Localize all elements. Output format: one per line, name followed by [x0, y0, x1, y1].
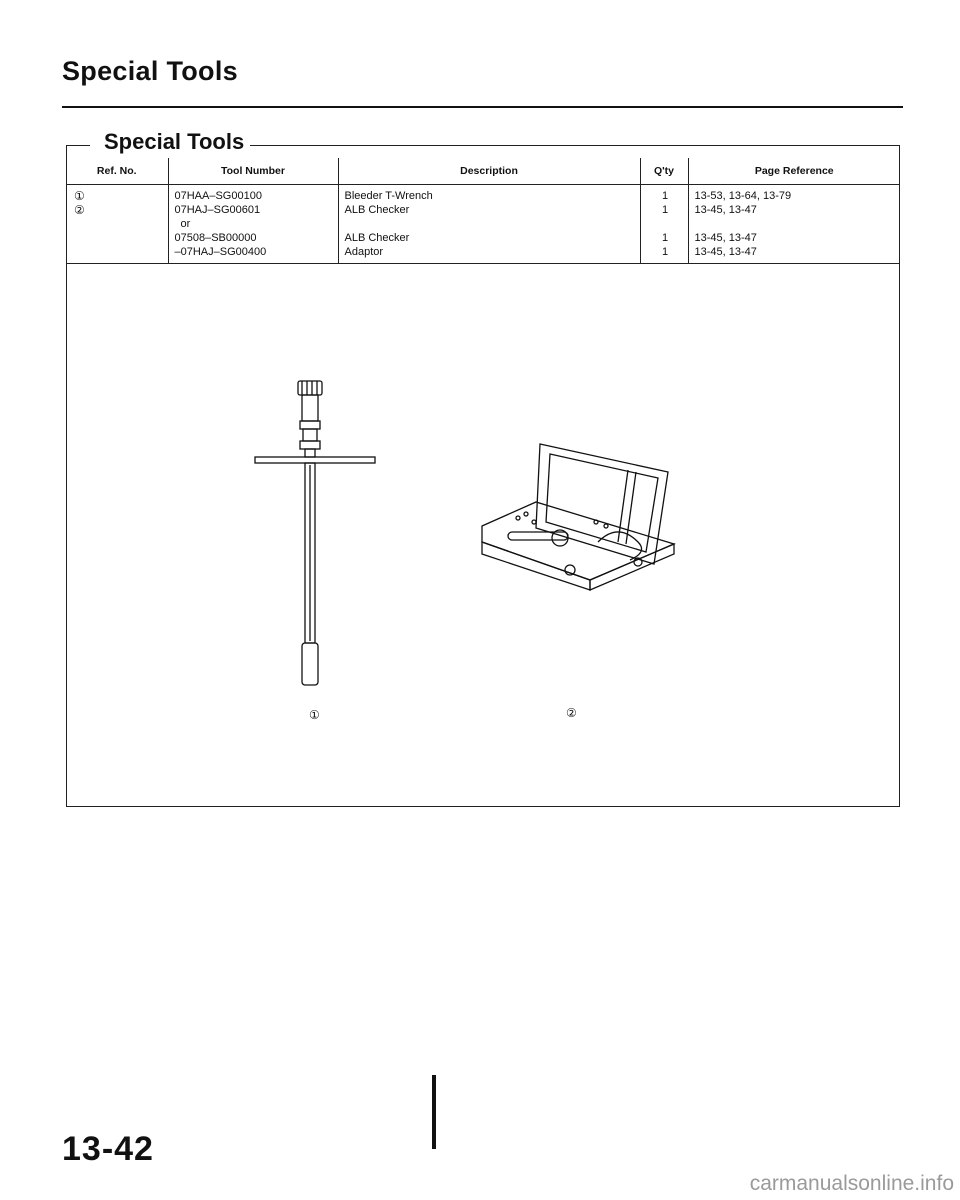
alb-checker-illustration — [478, 432, 684, 592]
tool-number-2: 07HAJ–SG00601 — [174, 204, 261, 216]
page-reference-2: 13-45, 13-47 — [694, 204, 757, 216]
qty-cell — [640, 185, 688, 264]
header-description: Description — [338, 158, 640, 185]
qty-3: 1 — [661, 232, 669, 244]
special-tools-table — [66, 158, 900, 264]
header-tool-number: Tool Number — [168, 158, 338, 185]
table-header-row — [66, 158, 900, 185]
page-reference-spacer — [695, 217, 897, 231]
qty-1: 1 — [661, 190, 669, 202]
page-title: Special Tools — [62, 56, 238, 86]
tool-number-or: or — [180, 218, 191, 230]
table-row — [66, 185, 900, 264]
description-4: Adaptor — [344, 246, 384, 258]
ref-no-1: ① — [74, 189, 85, 203]
tool-number-4: –07HAJ–SG00400 — [174, 246, 267, 258]
description-3: ALB Checker — [344, 232, 410, 244]
frame-top-rule-left — [66, 145, 90, 146]
ref-no-2: ② — [74, 203, 85, 217]
title-rule — [62, 106, 903, 108]
tool-number-1: 07HAA–SG00100 — [174, 190, 262, 202]
header-page-reference: Page Reference — [688, 158, 900, 185]
page-reference-1: 13-53, 13-64, 13-79 — [694, 190, 792, 202]
page-reference-cell — [688, 185, 900, 264]
callout-1: ① — [309, 708, 320, 722]
section-title: Special Tools — [98, 129, 250, 155]
tool-number-3: 07508–SB00000 — [174, 232, 257, 244]
header-qty: Q'ty — [640, 158, 688, 185]
frame-top-rule-right — [249, 145, 900, 146]
qty-spacer — [647, 217, 684, 231]
tool-number-cell — [168, 185, 338, 264]
description-spacer — [345, 217, 636, 231]
page-reference-4: 13-45, 13-47 — [694, 246, 757, 258]
header-ref-no: Ref. No. — [66, 158, 168, 185]
qty-2: 1 — [661, 204, 669, 216]
description-2: ALB Checker — [344, 204, 410, 216]
callout-2: ② — [566, 706, 577, 720]
qty-4: 1 — [661, 246, 669, 258]
bleeder-t-wrench-illustration — [250, 375, 380, 695]
page-reference-3: 13-45, 13-47 — [694, 232, 757, 244]
page-number: 13-42 — [62, 1130, 154, 1168]
watermark: carmanualsonline.info — [749, 1172, 954, 1195]
ref-no-cell — [66, 185, 168, 264]
margin-bar — [432, 1075, 436, 1149]
description-cell — [338, 185, 640, 264]
description-1: Bleeder T-Wrench — [344, 190, 433, 202]
